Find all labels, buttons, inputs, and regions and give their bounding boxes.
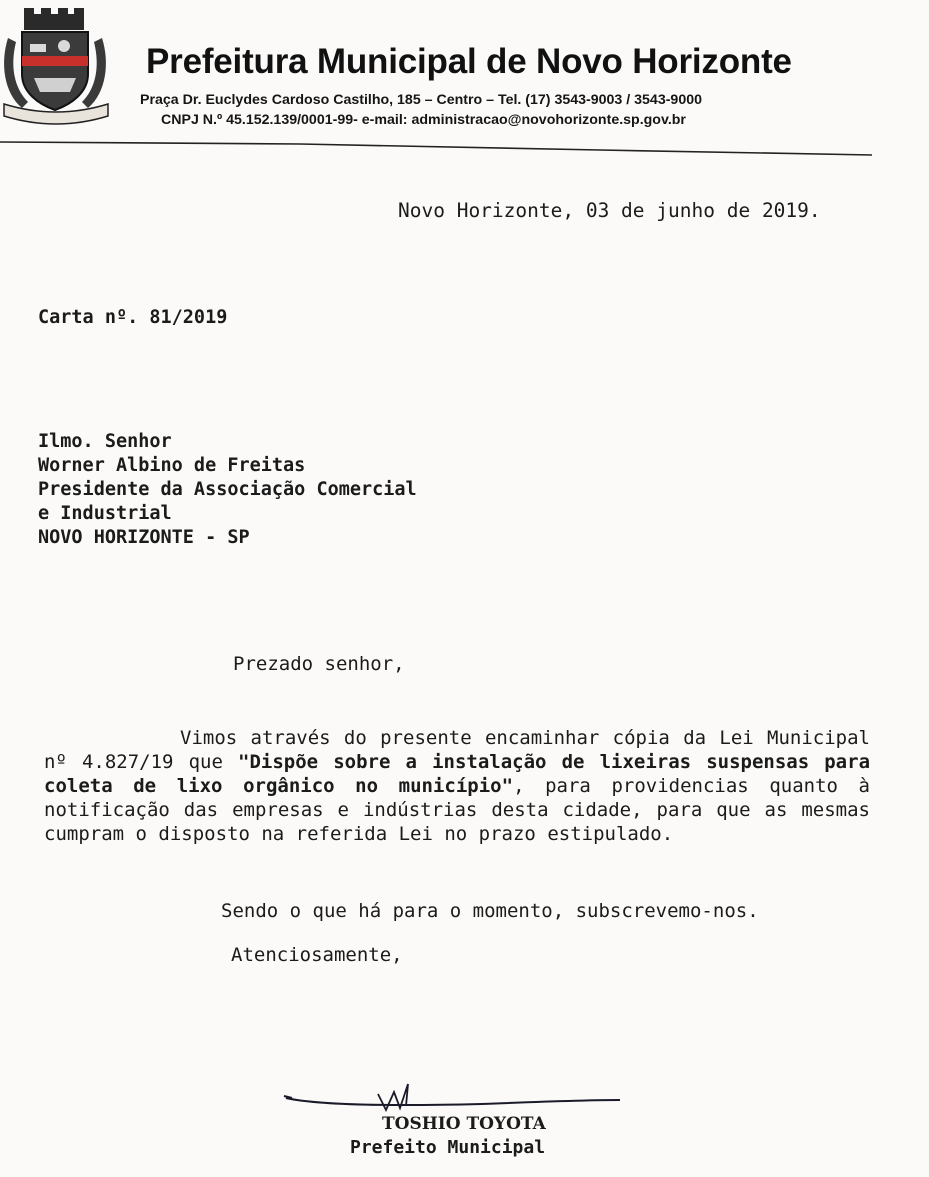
signer-name: TOSHIO TOYOTA — [382, 1114, 546, 1134]
addressee-line: Ilmo. Senhor — [38, 431, 172, 452]
closing: Atenciosamente, — [231, 944, 403, 966]
municipal-crest-icon — [0, 8, 112, 130]
header-address: Praça Dr. Euclydes Cardoso Castilho, 185 – Centro – Tel. (17) 3543-9003 / 3543-9000 — [140, 92, 702, 108]
letter-body — [44, 726, 870, 846]
letter-reference: Carta nº. 81/2019 — [38, 307, 228, 328]
letter-date: Novo Horizonte, 03 de junho de 2019. — [398, 199, 821, 222]
closing-line: Sendo o que há para o momento, subscrevemo-nos. — [221, 900, 759, 922]
addressee-line: Worner Albino de Freitas — [38, 455, 306, 476]
addressee-block — [38, 430, 417, 550]
header-title: Prefeitura Municipal de Novo Horizonte — [146, 42, 792, 81]
law-title-quote: "Dispõe sobre a instalação de lixeiras suspensas para coleta de lixo orgânico no município" — [44, 751, 871, 797]
header-divider — [0, 140, 872, 157]
header-cnpj-email: CNPJ N.º 45.152.139/0001-99- e-mail: administracao@novohorizonte.sp.gov.br — [161, 112, 686, 128]
salutation: Prezado senhor, — [233, 653, 405, 675]
signer-title: Prefeito Municipal — [350, 1137, 546, 1158]
body-text-part2: , para providencias quanto à notificação das empresas e indústrias desta cidade, para que as mesmas cumpram o disposto na referida Lei no prazo estipulado. — [44, 775, 870, 845]
handwritten-signature — [282, 1076, 622, 1116]
addressee-line: e Industrial — [38, 503, 172, 524]
addressee-line: Presidente da Associação Comercial — [38, 479, 417, 500]
addressee-line: NOVO HORIZONTE - SP — [38, 527, 250, 548]
body-text-part1: Vimos através do presente encaminhar cópia da Lei Municipal nº 4.827/19 que — [44, 727, 870, 773]
